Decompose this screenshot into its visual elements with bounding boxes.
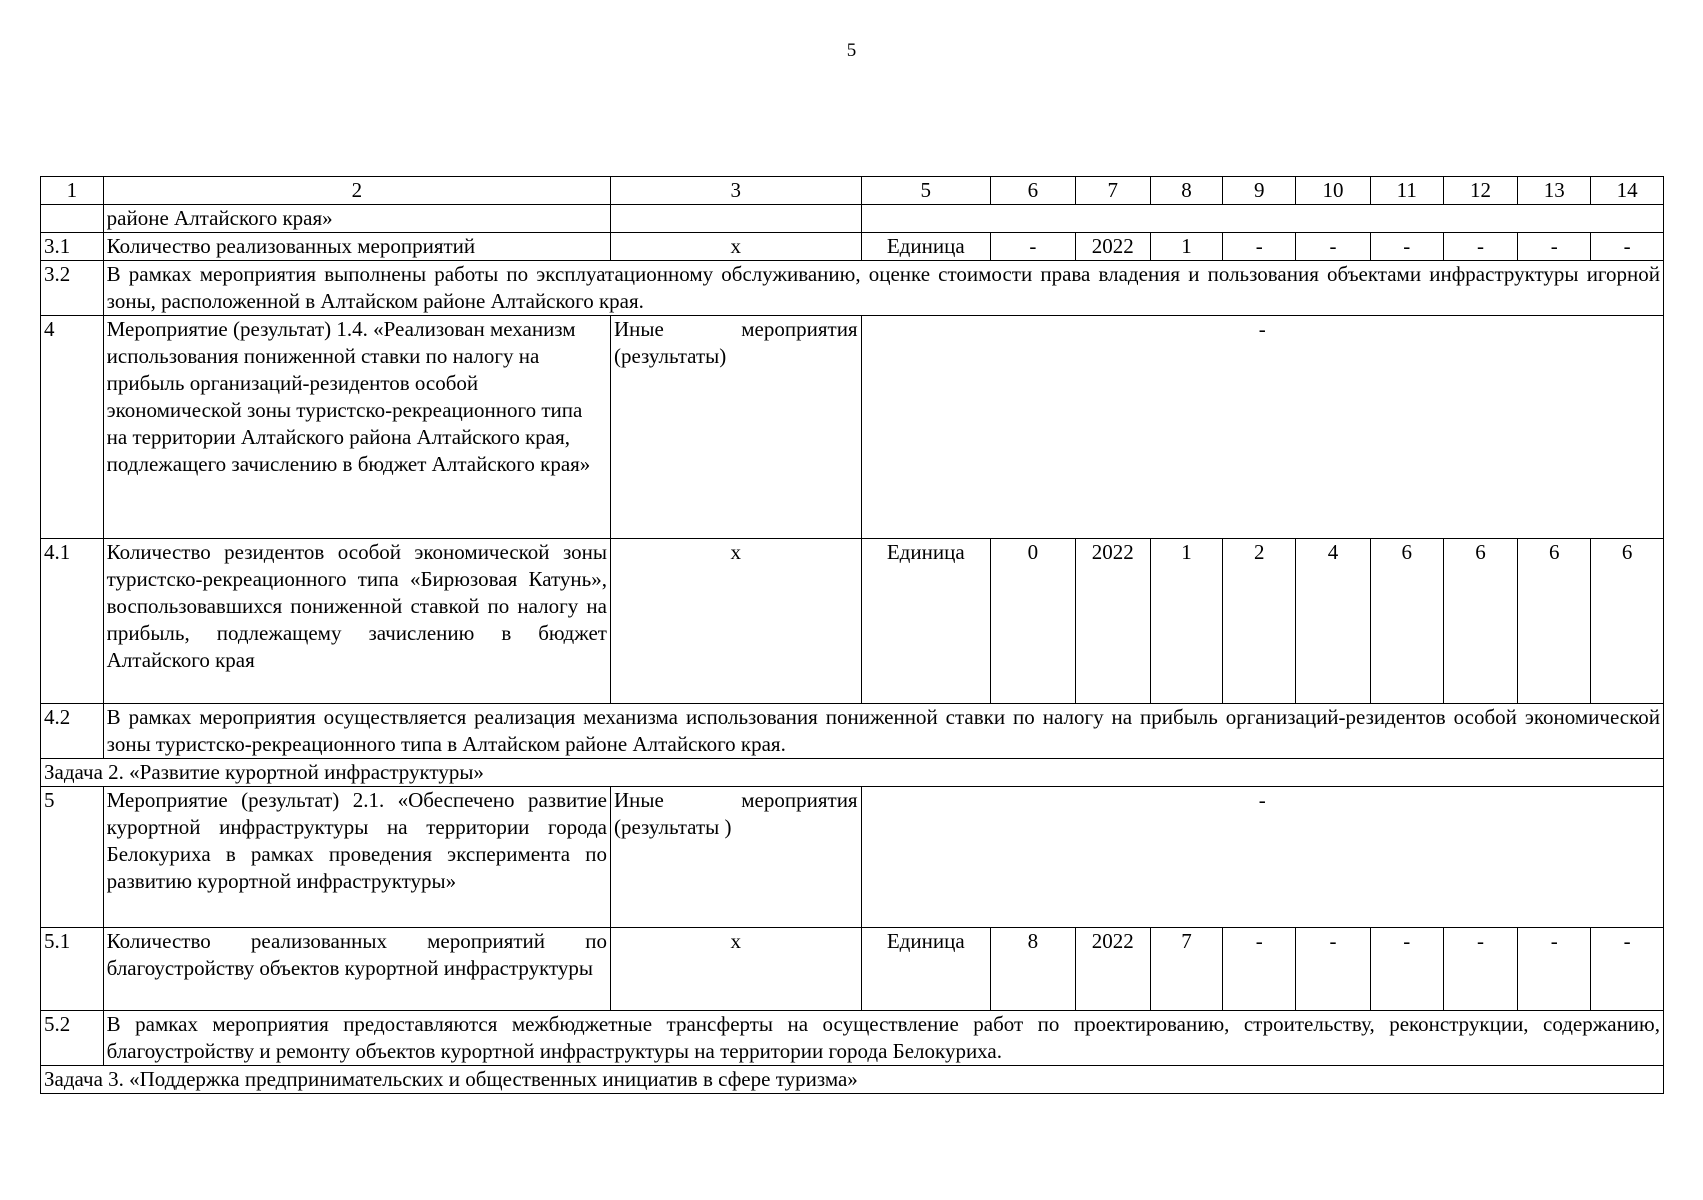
table-row-3-2 — [41, 261, 1664, 316]
value-cell: - — [1518, 928, 1591, 1011]
value-cell: - — [1443, 928, 1518, 1011]
value-cell: - — [1591, 928, 1664, 1011]
base-year: 2022 — [1075, 539, 1150, 704]
base-value: 8 — [990, 928, 1075, 1011]
description-text: В рамках мероприятия предоставляются межбюджетные трансферты на осуществление работ по проектированию, строительству, реконструкции, содержанию, благоустройству и ремонту объектов курортной инфраструктуры на территории города Белокуриха. — [103, 1011, 1663, 1066]
header-col-13: 13 — [1518, 177, 1591, 205]
header-col-1: 1 — [41, 177, 104, 205]
value-cell: 2 — [1223, 539, 1296, 704]
unit-cell: Единица — [861, 539, 990, 704]
table-row-4-2 — [41, 704, 1664, 759]
task-heading-row — [41, 1066, 1664, 1094]
continuation-text: районе Алтайского края» — [103, 205, 610, 233]
base-year: 2022 — [1075, 233, 1150, 261]
table-row-5-2 — [41, 1011, 1664, 1066]
task-heading-row — [41, 759, 1664, 787]
header-col-14: 14 — [1591, 177, 1664, 205]
header-col-10: 10 — [1296, 177, 1371, 205]
activity-type: Иные мероприятия (результаты ) — [610, 787, 861, 928]
row-number: 4 — [41, 316, 104, 539]
table-row-4 — [41, 316, 1664, 539]
value-cell: 1 — [1150, 539, 1223, 704]
unit-cell: Единица — [861, 928, 990, 1011]
indicator-name: Количество реализованных мероприятий — [103, 233, 610, 261]
indicators-table — [40, 176, 1664, 1094]
header-col-3: 3 — [610, 177, 861, 205]
dash-cell: - — [861, 787, 1663, 928]
value-cell: - — [1518, 233, 1591, 261]
activity-name: Мероприятие (результат) 1.4. «Реализован механизм использования пониженной ставки по налогу на прибыль организаций-резидентов особой экономической зоны туристско-рекреационного типа на территории Алтайского района Алтайского края, подлежащего зачислению в бюджет Алтайского края» — [103, 316, 610, 539]
base-value: 0 — [990, 539, 1075, 704]
dash-cell: - — [861, 316, 1663, 539]
col3-mark: x — [610, 539, 861, 704]
value-cell: - — [1223, 233, 1296, 261]
table-row-5 — [41, 787, 1664, 928]
col3-mark: x — [610, 233, 861, 261]
row-number: 4.2 — [41, 704, 104, 759]
value-cell: 6 — [1591, 539, 1664, 704]
table-row-5-1 — [41, 928, 1664, 1011]
empty-cell — [610, 205, 861, 233]
value-cell: 7 — [1150, 928, 1223, 1011]
value-cell: - — [1296, 233, 1371, 261]
value-cell: - — [1591, 233, 1664, 261]
base-year: 2022 — [1075, 928, 1150, 1011]
value-cell: 6 — [1443, 539, 1518, 704]
base-value: - — [990, 233, 1075, 261]
header-col-5: 5 — [861, 177, 990, 205]
value-cell: - — [1370, 233, 1443, 261]
header-col-6: 6 — [990, 177, 1075, 205]
page-number: 5 — [846, 40, 857, 61]
header-row — [41, 177, 1664, 205]
row-number: 3.2 — [41, 261, 104, 316]
value-cell: 4 — [1296, 539, 1371, 704]
header-col-9: 9 — [1223, 177, 1296, 205]
header-col-8: 8 — [1150, 177, 1223, 205]
activity-name: Мероприятие (результат) 2.1. «Обеспечено развитие курортной инфраструктуры на территории города Белокуриха в рамках проведения эксперимента по развитию курортной инфраструктуры» — [103, 787, 610, 928]
value-cell: 6 — [1518, 539, 1591, 704]
value-cell: 1 — [1150, 233, 1223, 261]
table-row-continuation — [41, 205, 1664, 233]
indicator-name: Количество реализованных мероприятий по благоустройству объектов курортной инфраструктуры — [103, 928, 610, 1011]
indicator-name: Количество резидентов особой экономической зоны туристско-рекреационного типа «Бирюзовая Катунь», воспользовавшихся пониженной ставкой по налогу на прибыль, подлежащему зачислению в бюджет Алтайского края — [103, 539, 610, 704]
value-cell: - — [1370, 928, 1443, 1011]
row-number: 5.1 — [41, 928, 104, 1011]
value-cell: - — [1443, 233, 1518, 261]
col3-mark: x — [610, 928, 861, 1011]
row-number: 5 — [41, 787, 104, 928]
value-cell: - — [1296, 928, 1371, 1011]
row-number: 5.2 — [41, 1011, 104, 1066]
value-cell: - — [1223, 928, 1296, 1011]
value-cell: 6 — [1370, 539, 1443, 704]
header-col-11: 11 — [1370, 177, 1443, 205]
header-col-7: 7 — [1075, 177, 1150, 205]
row-number: 4.1 — [41, 539, 104, 704]
empty-cell — [861, 205, 1663, 233]
row-number: 3.1 — [41, 233, 104, 261]
header-col-12: 12 — [1443, 177, 1518, 205]
description-text: В рамках мероприятия осуществляется реализация механизма использования пониженной ставки по налогу на прибыль организаций-резидентов особой экономической зоны туристско-рекреационного типа в Алтайском районе Алтайского края. — [103, 704, 1663, 759]
description-text: В рамках мероприятия выполнены работы по эксплуатационному обслуживанию, оценке стоимости права владения и пользования объектами инфраструктуры игорной зоны, расположенной в Алтайском районе Алтайского края. — [103, 261, 1663, 316]
activity-type: Иные мероприятия (результаты) — [610, 316, 861, 539]
table-row-4-1 — [41, 539, 1664, 704]
header-col-2: 2 — [103, 177, 610, 205]
task-heading: Задача 2. «Развитие курортной инфраструктуры» — [41, 759, 1664, 787]
unit-cell: Единица — [861, 233, 990, 261]
table-row-3-1 — [41, 233, 1664, 261]
task-heading: Задача 3. «Поддержка предпринимательских и общественных инициатив в сфере туризма» — [41, 1066, 1664, 1094]
row-number-cell — [41, 205, 104, 233]
